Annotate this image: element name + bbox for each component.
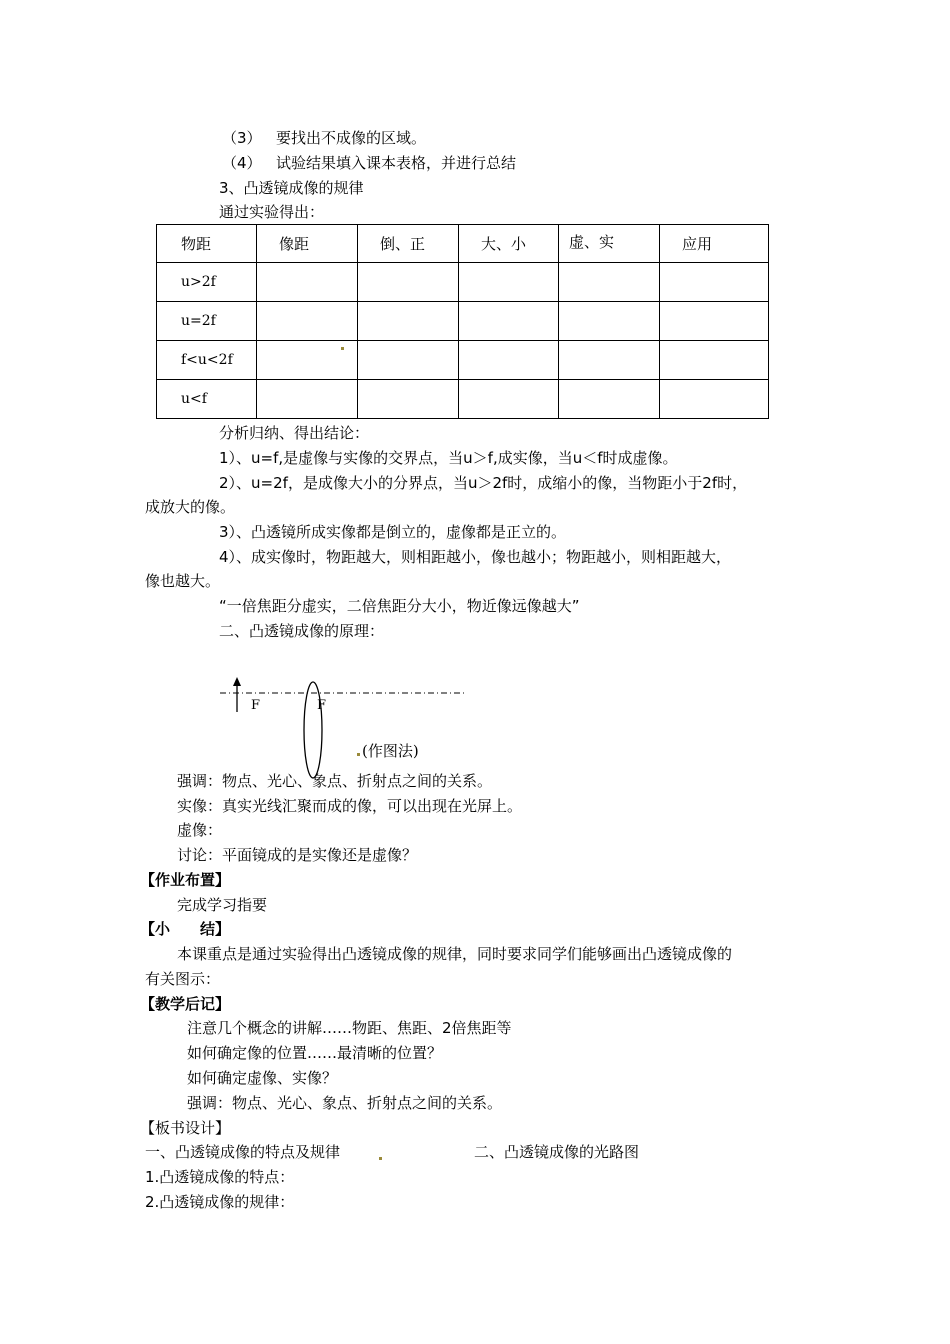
lens-diagram bbox=[216, 676, 476, 780]
row-label: u<f bbox=[157, 380, 257, 419]
reflection-item: 如何确定像的位置……最清晰的位置？ bbox=[187, 1044, 443, 1062]
board-item-1: 1.凸透镜成像的特点： bbox=[145, 1168, 295, 1186]
table-row bbox=[157, 380, 769, 419]
table-cell bbox=[358, 341, 459, 380]
speck-mark bbox=[379, 1157, 382, 1160]
real-image-note: 实像：真实光线汇聚而成的像，可以出现在光屏上。 bbox=[177, 797, 523, 815]
table-cell bbox=[559, 341, 660, 380]
table-cell bbox=[459, 263, 559, 302]
table-cell bbox=[660, 302, 769, 341]
summary-line-2: 有关图示： bbox=[145, 970, 221, 988]
focus-label-right: F bbox=[317, 698, 327, 713]
table-cell bbox=[459, 302, 559, 341]
row-label: u>2f bbox=[157, 263, 257, 302]
board-item-2: 2.凸透镜成像的规律： bbox=[145, 1193, 295, 1211]
speck-mark bbox=[357, 753, 360, 756]
reflection-heading: 【教学后记】 bbox=[140, 995, 231, 1013]
step-3-text: 要找出不成像的区域。 bbox=[276, 129, 427, 147]
table-cell bbox=[660, 341, 769, 380]
conclusion-3: 3）、凸透镜所成实像都是倒立的，虚像都是正立的。 bbox=[219, 523, 567, 541]
section-2-title: 二、凸透镜成像的原理： bbox=[219, 622, 385, 640]
table-cell bbox=[559, 302, 660, 341]
summary-heading: 【小 结】 bbox=[140, 920, 231, 938]
reflection-item: 注意几个概念的讲解……物距、焦距、2倍焦距等 bbox=[187, 1019, 512, 1037]
header-orientation: 倒、正 bbox=[358, 225, 459, 263]
drawing-method-label: (作图法) bbox=[362, 742, 419, 760]
board-heading: 【板书设计】 bbox=[140, 1119, 231, 1137]
table-header-row bbox=[157, 225, 769, 263]
table-cell bbox=[459, 380, 559, 419]
table-cell bbox=[358, 302, 459, 341]
table-row bbox=[157, 341, 769, 380]
header-size: 大、小 bbox=[459, 225, 559, 263]
step-3-number: （3） bbox=[222, 129, 262, 147]
section-3-title: 3、凸透镜成像的规律 bbox=[219, 179, 364, 197]
discussion-note: 讨论：平面镜成的是实像还是虚像？ bbox=[177, 846, 418, 864]
summary-line-1: 本课重点是通过实验得出凸透镜成像的规律，同时要求同学们能够画出凸透镜成像的 bbox=[177, 945, 733, 963]
table-cell bbox=[257, 263, 358, 302]
intro-text: 通过实验得出： bbox=[219, 203, 325, 221]
table-cell bbox=[660, 263, 769, 302]
step-4-text: 试验结果填入课本表格，并进行总结 bbox=[276, 154, 517, 172]
table-cell bbox=[559, 263, 660, 302]
homework-text: 完成学习指要 bbox=[177, 896, 268, 914]
mnemonic-quote: “一倍焦距分虚实，二倍焦距分大小，物近像远像越大” bbox=[219, 597, 580, 615]
step-4-number: （4） bbox=[222, 154, 262, 172]
virtual-image-note: 虚像： bbox=[177, 821, 223, 839]
row-label: u=2f bbox=[157, 302, 257, 341]
conclusion-2: 2）、u=2f，是成像大小的分界点，当u＞2f时，成缩小的像，当物距小于2f时， bbox=[219, 474, 748, 492]
conclusion-2-cont: 成放大的像。 bbox=[145, 498, 236, 516]
header-image-distance: 像距 bbox=[257, 225, 358, 263]
focus-label-left: F bbox=[251, 698, 261, 713]
table-cell bbox=[459, 341, 559, 380]
object-arrow-head bbox=[233, 677, 241, 686]
conclusion-1: 1）、u=f,是虚像与实像的交界点，当u＞f,成实像，当u＜f时成虚像。 bbox=[219, 449, 678, 467]
row-label: f<u<2f bbox=[157, 341, 257, 380]
table-cell bbox=[358, 380, 459, 419]
header-real-virtual: 虚、实 bbox=[559, 225, 660, 263]
table-cell bbox=[257, 302, 358, 341]
table-row bbox=[157, 302, 769, 341]
reflection-item: 强调：物点、光心、象点、折射点之间的关系。 bbox=[187, 1094, 503, 1112]
board-right-title: 二、凸透镜成像的光路图 bbox=[474, 1143, 640, 1161]
emphasis-note: 强调：物点、光心、象点、折射点之间的关系。 bbox=[177, 772, 493, 790]
table-cell bbox=[358, 263, 459, 302]
header-application: 应用 bbox=[660, 225, 769, 263]
reflection-item: 如何确定虚像、实像？ bbox=[187, 1069, 338, 1087]
header-object-distance: 物距 bbox=[157, 225, 257, 263]
table-cell bbox=[660, 380, 769, 419]
table-cell bbox=[559, 380, 660, 419]
speck-mark bbox=[341, 347, 344, 350]
imaging-rules-table bbox=[156, 224, 769, 419]
board-left-title: 一、凸透镜成像的特点及规律 bbox=[145, 1143, 341, 1161]
homework-heading: 【作业布置】 bbox=[140, 871, 231, 889]
table-cell bbox=[257, 380, 358, 419]
conclusion-4: 4）、成实像时，物距越大，则相距越小，像也越小；物距越小，则相距越大， bbox=[219, 548, 732, 566]
analysis-title: 分析归纳、得出结论： bbox=[219, 424, 370, 442]
table-row bbox=[157, 263, 769, 302]
conclusion-4-cont: 像也越大。 bbox=[145, 572, 221, 590]
